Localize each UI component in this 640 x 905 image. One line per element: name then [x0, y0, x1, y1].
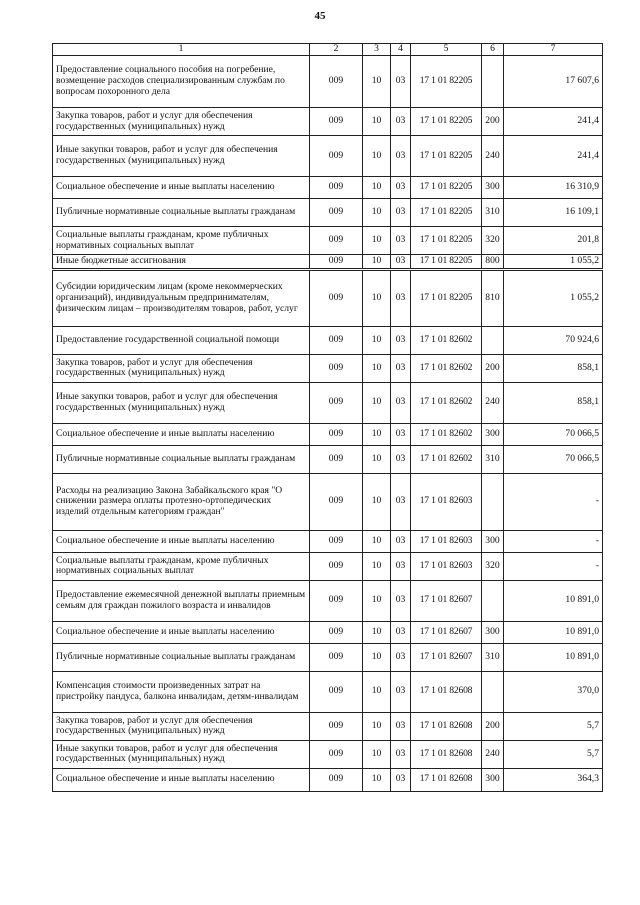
amount-cell: 1 055,2	[504, 255, 603, 270]
amount-cell: 70 066,5	[504, 445, 603, 473]
section-code-cell: 10	[363, 354, 391, 382]
subsection-code-cell: 03	[391, 382, 411, 423]
section-code-cell: 10	[363, 382, 391, 423]
table-row	[53, 136, 603, 177]
table-row	[53, 269, 603, 326]
ministry-code-cell: 009	[310, 382, 363, 423]
table-row	[53, 671, 603, 712]
column-number-header: 4	[391, 44, 411, 56]
row-name-cell: Социальное обеспечение и иные выплаты населению	[53, 621, 310, 643]
expense-type-cell: 310	[482, 445, 504, 473]
section-code-cell: 10	[363, 255, 391, 270]
ministry-code-cell: 009	[310, 423, 363, 445]
amount-cell: 241,4	[504, 136, 603, 177]
target-article-cell: 17 1 01 82205	[411, 56, 482, 108]
target-article-cell: 17 1 01 82602	[411, 382, 482, 423]
expense-type-cell: 200	[482, 712, 504, 740]
table-row	[53, 643, 603, 671]
target-article-cell: 17 1 01 82205	[411, 177, 482, 199]
row-name-cell: Публичные нормативные социальные выплаты гражданам	[53, 445, 310, 473]
expense-type-cell	[482, 671, 504, 712]
amount-cell: 70 066,5	[504, 423, 603, 445]
target-article-cell: 17 1 01 82205	[411, 136, 482, 177]
amount-cell: 17 607,6	[504, 56, 603, 108]
subsection-code-cell: 03	[391, 530, 411, 552]
ministry-code-cell: 009	[310, 326, 363, 354]
row-name-cell: Закупка товаров, работ и услуг для обеспечения государственных (муниципальных) нужд	[53, 712, 310, 740]
ministry-code-cell: 009	[310, 552, 363, 580]
amount-cell: 1 055,2	[504, 269, 603, 326]
subsection-code-cell: 03	[391, 643, 411, 671]
target-article-cell: 17 1 01 82205	[411, 255, 482, 270]
table-row	[53, 712, 603, 740]
ministry-code-cell: 009	[310, 740, 363, 768]
expense-type-cell: 300	[482, 423, 504, 445]
row-name-cell: Социальное обеспечение и иные выплаты населению	[53, 530, 310, 552]
expense-type-cell: 320	[482, 552, 504, 580]
subsection-code-cell: 03	[391, 712, 411, 740]
table-row	[53, 177, 603, 199]
target-article-cell: 17 1 01 82205	[411, 227, 482, 255]
amount-cell: 10 891,0	[504, 580, 603, 621]
ministry-code-cell: 009	[310, 768, 363, 791]
target-article-cell: 17 1 01 82602	[411, 423, 482, 445]
subsection-code-cell: 03	[391, 552, 411, 580]
expense-type-cell	[482, 580, 504, 621]
amount-cell: 5,7	[504, 712, 603, 740]
amount-cell: 70 924,6	[504, 326, 603, 354]
expense-type-cell: 240	[482, 136, 504, 177]
row-name-cell: Расходы на реализацию Закона Забайкальского края "О снижении размера оплаты протезно-ортопедических изделий отдельным категориям граждан"	[53, 473, 310, 530]
target-article-cell: 17 1 01 82602	[411, 445, 482, 473]
subsection-code-cell: 03	[391, 227, 411, 255]
section-code-cell: 10	[363, 56, 391, 108]
ministry-code-cell: 009	[310, 56, 363, 108]
page-number: 45	[314, 10, 326, 22]
amount-cell: 241,4	[504, 108, 603, 136]
subsection-code-cell: 03	[391, 423, 411, 445]
section-code-cell: 10	[363, 530, 391, 552]
amount-cell: 5,7	[504, 740, 603, 768]
ministry-code-cell: 009	[310, 473, 363, 530]
column-number-header: 1	[53, 44, 310, 56]
ministry-code-cell: 009	[310, 621, 363, 643]
section-code-cell: 10	[363, 643, 391, 671]
amount-cell: 364,3	[504, 768, 603, 791]
table-row	[53, 227, 603, 255]
table-row	[53, 740, 603, 768]
row-name-cell: Социальное обеспечение и иные выплаты населению	[53, 423, 310, 445]
ministry-code-cell: 009	[310, 269, 363, 326]
row-name-cell: Социальное обеспечение и иные выплаты населению	[53, 177, 310, 199]
amount-cell: 16 109,1	[504, 199, 603, 227]
target-article-cell: 17 1 01 82205	[411, 269, 482, 326]
ministry-code-cell: 009	[310, 354, 363, 382]
row-name-cell: Иные закупки товаров, работ и услуг для обеспечения государственных (муниципальных) нужд	[53, 136, 310, 177]
section-code-cell: 10	[363, 136, 391, 177]
section-code-cell: 10	[363, 552, 391, 580]
ministry-code-cell: 009	[310, 227, 363, 255]
section-code-cell: 10	[363, 177, 391, 199]
ministry-code-cell: 009	[310, 108, 363, 136]
expense-type-cell: 310	[482, 643, 504, 671]
row-name-cell: Иные закупки товаров, работ и услуг для обеспечения государственных (муниципальных) нужд	[53, 382, 310, 423]
ministry-code-cell: 009	[310, 199, 363, 227]
expense-type-cell	[482, 56, 504, 108]
budget-table	[52, 43, 603, 792]
target-article-cell: 17 1 01 82607	[411, 643, 482, 671]
ministry-code-cell: 009	[310, 177, 363, 199]
target-article-cell: 17 1 01 82607	[411, 621, 482, 643]
row-name-cell: Субсидии юридическим лицам (кроме некоммерческих организаций), индивидуальным предпринимателям, физическим лицам – производителям товаров, работ, услуг	[53, 269, 310, 326]
table-row	[53, 621, 603, 643]
section-code-cell: 10	[363, 199, 391, 227]
row-name-cell: Предоставление ежемесячной денежной выплаты приемным семьям для граждан пожилого возраста и инвалидов	[53, 580, 310, 621]
ministry-code-cell: 009	[310, 445, 363, 473]
row-name-cell: Социальные выплаты гражданам, кроме публичных нормативных социальных выплат	[53, 227, 310, 255]
target-article-cell: 17 1 01 82608	[411, 712, 482, 740]
expense-type-cell: 240	[482, 382, 504, 423]
section-code-cell: 10	[363, 740, 391, 768]
section-code-cell: 10	[363, 671, 391, 712]
ministry-code-cell: 009	[310, 643, 363, 671]
table-row	[53, 354, 603, 382]
ministry-code-cell: 009	[310, 712, 363, 740]
row-name-cell: Социальные выплаты гражданам, кроме публичных нормативных социальных выплат	[53, 552, 310, 580]
target-article-cell: 17 1 01 82603	[411, 473, 482, 530]
subsection-code-cell: 03	[391, 108, 411, 136]
table-row	[53, 473, 603, 530]
table-row	[53, 423, 603, 445]
amount-cell: 16 310,9	[504, 177, 603, 199]
expense-type-cell: 300	[482, 621, 504, 643]
section-code-cell: 10	[363, 423, 391, 445]
expense-type-cell: 200	[482, 108, 504, 136]
table-row	[53, 580, 603, 621]
section-code-cell: 10	[363, 326, 391, 354]
section-code-cell: 10	[363, 580, 391, 621]
expense-type-cell	[482, 473, 504, 530]
row-name-cell: Закупка товаров, работ и услуг для обеспечения государственных (муниципальных) нужд	[53, 354, 310, 382]
expense-type-cell: 300	[482, 768, 504, 791]
amount-cell: -	[504, 530, 603, 552]
target-article-cell: 17 1 01 82205	[411, 108, 482, 136]
amount-cell: -	[504, 552, 603, 580]
row-name-cell: Иные бюджетные ассигнования	[53, 255, 310, 270]
amount-cell: 10 891,0	[504, 621, 603, 643]
section-code-cell: 10	[363, 473, 391, 530]
table-row	[53, 445, 603, 473]
table-row	[53, 326, 603, 354]
subsection-code-cell: 03	[391, 199, 411, 227]
expense-type-cell: 300	[482, 530, 504, 552]
row-name-cell: Предоставление государственной социальной помощи	[53, 326, 310, 354]
amount-cell: 858,1	[504, 382, 603, 423]
section-code-cell: 10	[363, 108, 391, 136]
ministry-code-cell: 009	[310, 255, 363, 270]
subsection-code-cell: 03	[391, 56, 411, 108]
expense-type-cell: 240	[482, 740, 504, 768]
section-code-cell: 10	[363, 621, 391, 643]
subsection-code-cell: 03	[391, 740, 411, 768]
column-number-header: 3	[363, 44, 391, 56]
section-code-cell: 10	[363, 445, 391, 473]
subsection-code-cell: 03	[391, 473, 411, 530]
target-article-cell: 17 1 01 82608	[411, 671, 482, 712]
column-number-header: 2	[310, 44, 363, 56]
expense-type-cell: 800	[482, 255, 504, 270]
ministry-code-cell: 009	[310, 580, 363, 621]
table-row	[53, 768, 603, 791]
target-article-cell: 17 1 01 82205	[411, 199, 482, 227]
amount-cell: 370,0	[504, 671, 603, 712]
expense-type-cell: 200	[482, 354, 504, 382]
subsection-code-cell: 03	[391, 269, 411, 326]
row-name-cell: Социальное обеспечение и иные выплаты населению	[53, 768, 310, 791]
target-article-cell: 17 1 01 82603	[411, 552, 482, 580]
expense-type-cell: 320	[482, 227, 504, 255]
expense-type-cell: 300	[482, 177, 504, 199]
target-article-cell: 17 1 01 82602	[411, 326, 482, 354]
expense-type-cell: 810	[482, 269, 504, 326]
table-row	[53, 255, 603, 270]
row-name-cell: Закупка товаров, работ и услуг для обеспечения государственных (муниципальных) нужд	[53, 108, 310, 136]
subsection-code-cell: 03	[391, 136, 411, 177]
column-number-header: 7	[504, 44, 603, 56]
table-body	[53, 56, 603, 792]
table-row	[53, 382, 603, 423]
subsection-code-cell: 03	[391, 671, 411, 712]
subsection-code-cell: 03	[391, 768, 411, 791]
table-row	[53, 108, 603, 136]
expense-type-cell: 310	[482, 199, 504, 227]
row-name-cell: Компенсация стоимости произведенных затрат на пристройку пандуса, балкона инвалидам, детям-инвалидам	[53, 671, 310, 712]
section-code-cell: 10	[363, 227, 391, 255]
ministry-code-cell: 009	[310, 136, 363, 177]
section-code-cell: 10	[363, 768, 391, 791]
column-number-header-row	[53, 44, 603, 56]
target-article-cell: 17 1 01 82608	[411, 768, 482, 791]
column-number-header: 5	[411, 44, 482, 56]
section-code-cell: 10	[363, 712, 391, 740]
amount-cell: 858,1	[504, 354, 603, 382]
amount-cell: -	[504, 473, 603, 530]
amount-cell: 10 891,0	[504, 643, 603, 671]
target-article-cell: 17 1 01 82603	[411, 530, 482, 552]
ministry-code-cell: 009	[310, 671, 363, 712]
section-code-cell: 10	[363, 269, 391, 326]
row-name-cell: Публичные нормативные социальные выплаты гражданам	[53, 199, 310, 227]
row-name-cell: Иные закупки товаров, работ и услуг для обеспечения государственных (муниципальных) нужд	[53, 740, 310, 768]
subsection-code-cell: 03	[391, 326, 411, 354]
table-row	[53, 56, 603, 108]
subsection-code-cell: 03	[391, 354, 411, 382]
row-name-cell: Публичные нормативные социальные выплаты гражданам	[53, 643, 310, 671]
subsection-code-cell: 03	[391, 621, 411, 643]
table-row	[53, 199, 603, 227]
target-article-cell: 17 1 01 82608	[411, 740, 482, 768]
subsection-code-cell: 03	[391, 177, 411, 199]
table-row	[53, 530, 603, 552]
row-name-cell: Предоставление социального пособия на погребение, возмещение расходов специализированным службам по вопросам похоронного дела	[53, 56, 310, 108]
column-number-header: 6	[482, 44, 504, 56]
ministry-code-cell: 009	[310, 530, 363, 552]
target-article-cell: 17 1 01 82602	[411, 354, 482, 382]
expense-type-cell	[482, 326, 504, 354]
subsection-code-cell: 03	[391, 580, 411, 621]
table-row	[53, 552, 603, 580]
amount-cell: 201,8	[504, 227, 603, 255]
target-article-cell: 17 1 01 82607	[411, 580, 482, 621]
subsection-code-cell: 03	[391, 255, 411, 270]
subsection-code-cell: 03	[391, 445, 411, 473]
